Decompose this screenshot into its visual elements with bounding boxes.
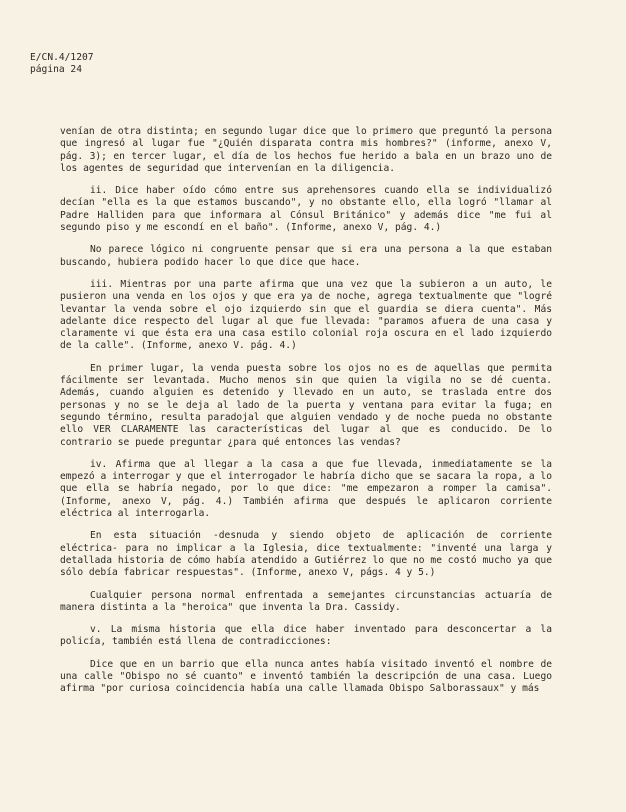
- paragraph-v-detail: Dice que en un barrio que ella nunca antes había visitado inventó el nombre de una calle "Obispo no sé cuanto" e inventó también la descripción de una casa. Luego afirma "por curiosa coincidencia había una calle llamada Obispo Salborassaux" y más: [60, 658, 552, 695]
- paragraph-v: v. La misma historia que ella dice haber inventado para desconcertar a la policía, también está llena de contradicciones:: [60, 624, 552, 648]
- paragraph-iv-comment: En esta situación -desnuda y siendo objeto de aplicación de corriente eléctrica- para no implicar a la Iglesia, dice textualmente: "inventé una larga y detallada historia de cómo había atendido a Gutiérrez lo que no me costó mucho ya que sólo debía fabricar respuestas". (Informe, anexo V, págs. 4 y 5.): [60, 530, 552, 579]
- paragraph-iii: iii. Mientras por una parte afirma que una vez que la subieron a un auto, le pusieron una venda en los ojos y que era ya de noche, agrega textualmente que "logré levantar la venda sobre el ojo izquierdo sin que el guardia se diera cuenta". Más adelante dice respecto del lugar al que fue llevada: "paramos afuera de una casa y claramente vi que ésta era una casa estilo colonial roja oscura en el lado izquierdo de la calle". (Informe, anexo V. pág. 4.): [60, 278, 552, 352]
- paragraph-continuation: venían de otra distinta; en segundo lugar dice que lo primero que preguntó la persona que ingresó al lugar fue "¿Quién disparata contra mis hombres?" (informe, anexo V, pág. 3); en tercer lugar, el día de los hechos fue herido a bala en un brazo uno de los agentes de seguridad que intervenían en la diligencia.: [60, 126, 552, 174]
- paragraph-ii-comment: No parece lógico ni congruente pensar que si era una persona a la que estaban buscando, hubiera podido hacer lo que dice que hace.: [60, 244, 552, 268]
- page-number: página 24: [30, 64, 82, 75]
- paragraph-iii-comment: En primer lugar, la venda puesta sobre los ojos no es de aquellas que permita fácilmente ser levantada. Mucho menos sin que quien la vigila no se dé cuenta. Además, cuando alguien es detenido y llevado en un auto, se traslada entre dos personas y no se le deja al lado de la puerta y ventana para evitar la fuga; en segundo término, resulta paradojal que alguien vendado y de noche pueda no obstante ello VER CLARAMENTE las características del lugar al que es conducido. De lo contrario se puede preguntar ¿para qué entonces las vendas?: [60, 362, 552, 448]
- paragraph-iv-conclusion: Cualquier persona normal enfrentada a semejantes circunstancias actuaría de manera distinta a la "heroica" que inventa la Dra. Cassidy.: [60, 589, 552, 613]
- paragraph-iv: iv. Afirma que al llegar a la casa a que fue llevada, inmediatamente se la empezó a interrogar y que el interrogador le habría dicho que se sacara la ropa, a lo que ella se habría negado, por lo que dice: "me empezaron a romper la camisa". (Informe, anexo V, pág. 4.) También afirma que después le aplicaron corriente eléctrica al interrogarla.: [60, 458, 552, 520]
- paragraph-ii: ii. Dice haber oído cómo entre sus aprehensores cuando ella se individualizó decían "ella es la que estamos buscando", y no obstante ello, ella logró "llamar al Padre Halliden para que informara al Cónsul Británico" y además dice "me fui al segundo piso y me escondí en el baño". (Informe, anexo V, pág. 4.): [60, 185, 552, 234]
- document-body: [60, 126, 552, 706]
- document-header: [30, 52, 94, 76]
- document-reference: E/CN.4/1207: [30, 52, 94, 63]
